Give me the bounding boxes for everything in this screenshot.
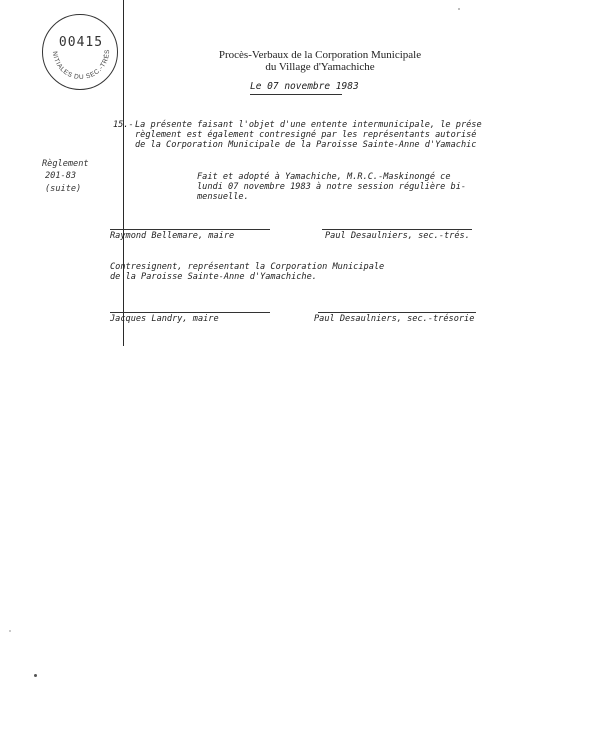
item-number: 15.- [113, 120, 134, 130]
meeting-date: Le 07 novembre 1983 [250, 81, 359, 92]
stamp-number: 00415 [58, 35, 104, 50]
countersign-line1: Contresignent, représentant la Corporation Municipale [110, 262, 385, 272]
page-number-stamp [42, 14, 118, 90]
para1-line2: règlement est également contresigné par les représentants autorisé [135, 130, 477, 140]
margin-note [42, 158, 89, 195]
signature-line-secretary-2 [318, 312, 476, 313]
signature-mayor-2: Jacques Landry, maire [110, 314, 219, 324]
signature-line-secretary-1 [322, 229, 472, 230]
svg-text:INITIALES DU SEC.-TRÉS: NITIALES DU SEC.-TRÉS [50, 48, 112, 82]
para1-line3: de la Corporation Municipale de la Paroisse Sainte-Anne d'Yamachic [135, 140, 477, 150]
margin-rule [123, 0, 124, 346]
header-title-line1: Procès-Verbaux de la Corporation Municipale [218, 49, 422, 61]
scan-speck [34, 674, 37, 677]
para2-line3: mensuelle. [197, 192, 249, 202]
signature-secretary-1: Paul Desaulniers, sec.-trés. [325, 231, 470, 241]
margin-note-line3: (suite) [45, 184, 82, 194]
document-header [205, 49, 435, 73]
margin-note-line1: Règlement [42, 159, 89, 169]
para1-line1: La présente faisant l'objet d'une entente intermunicipale, le prése [135, 120, 482, 130]
countersign-line2: de la Paroisse Sainte-Anne d'Yamachiche. [110, 272, 317, 282]
signature-mayor-1: Raymond Bellemare, maire [110, 231, 235, 241]
scan-speck [9, 630, 11, 632]
margin-note-line2: 201-83 [45, 171, 77, 181]
para2-line2: lundi 07 novembre 1983 à notre session régulière bi- [197, 182, 467, 192]
signature-line-mayor-1 [110, 229, 270, 230]
header-title-line2: du Village d'Yamachiche [265, 61, 375, 73]
signature-line-mayor-2 [110, 312, 270, 313]
stamp-arc-label [43, 15, 119, 91]
date-underline [250, 94, 342, 95]
scan-speck [458, 8, 460, 10]
para2-line1: Fait et adopté à Yamachiche, M.R.C.-Maskinongé ce [197, 172, 451, 182]
signature-secretary-2: Paul Desaulniers, sec.-trésorie [314, 314, 475, 324]
